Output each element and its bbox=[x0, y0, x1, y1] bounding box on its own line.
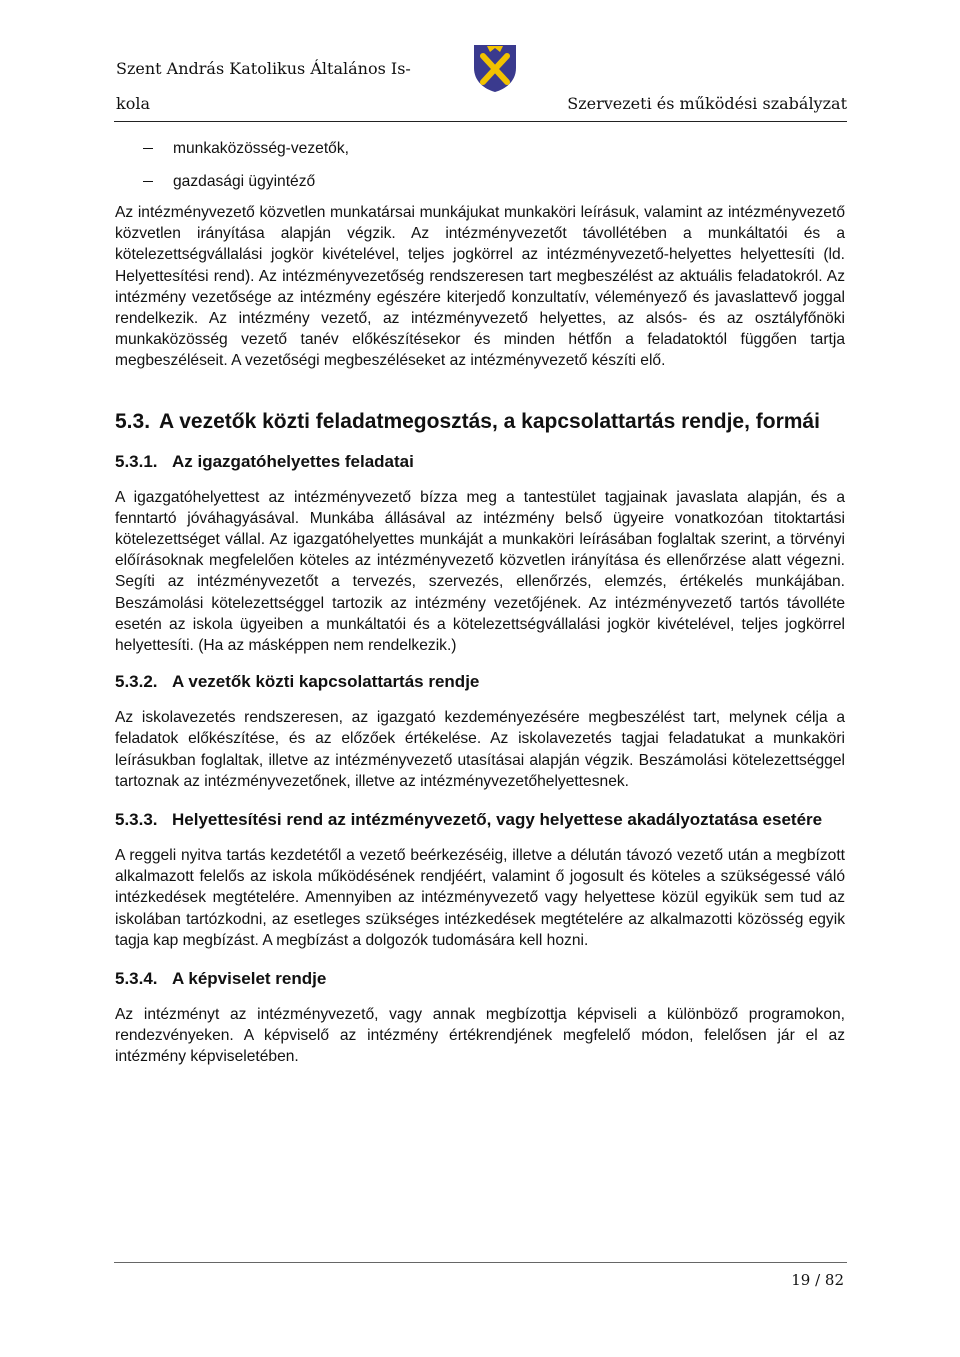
subsection-number: 5.3.1. bbox=[115, 451, 158, 471]
subsection-number: 5.3.3. bbox=[115, 810, 158, 830]
subsection-text: A igazgatóhelyettest az intézményvezető bízza meg a tantestület tagjainak javaslata alapján, és a fenntartó jóváhagyásával. Munkába állásával az intézmény belső ügyeire vonatkozóan titoktartási kötelezettséget vállal. Az igazgatóhelyettes munkáját a munkaköri leírásában foglaltak szerint, a törvényi előírásoknak megfelelően köteles az intézményvezető közvetlen irányítása és ellenőrzése alatt végezni. Segíti az intézményvezetőt a tervezés, szervezés, ellenőrzés, elemzés, értékelés munkájában. Beszámolási kötelezettséggel tartozik az intézmény vezetőjének. Az intézményvezető tartós távolléte esetén az iskola ügyeiben a munkáltatói és a kötelezettségvállalási jogkör kivételével, teljes jogkörrel helyettesíti. (Ha az másképpen nem rendelkezik.) bbox=[115, 488, 845, 655]
subsection-title: A vezetők közti kapcsolattartás rendje bbox=[172, 672, 480, 692]
subsection-title: Az igazgatóhelyettes feladatai bbox=[172, 451, 414, 471]
list-item: munkaközösség-vezetők, bbox=[115, 138, 845, 159]
section-title: A vezetők közti feladatmegosztás, a kapcsolattartás rendje, formái bbox=[159, 409, 820, 433]
subsection-heading bbox=[115, 808, 845, 831]
header-school-line2: kola bbox=[116, 94, 150, 113]
header-rule bbox=[114, 121, 847, 122]
page-number: 19 / 82 bbox=[791, 1271, 844, 1289]
subsection-heading bbox=[115, 967, 845, 990]
subsection-heading bbox=[115, 450, 845, 473]
subsection-number: 5.3.2. bbox=[115, 672, 158, 692]
section-heading bbox=[115, 408, 845, 436]
header-doc-title: Szervezeti és működési szabályzat bbox=[567, 94, 847, 113]
subsection-number: 5.3.4. bbox=[115, 969, 158, 989]
subsection-title: A képviselet rendje bbox=[172, 969, 327, 989]
subsection-text: Az intézményt az intézményvezető, vagy annak megbízottja képviseli a különböző programokon, rendezvényeken. A képviselő az intézmény értékrendjének megfelelő módon, felelősen jár el az intézmény képviseletében. bbox=[115, 1006, 845, 1066]
header-school-name bbox=[116, 58, 416, 115]
header-school-line1: Szent András Katolikus Általános Is- bbox=[116, 59, 411, 78]
bullet-list bbox=[115, 138, 845, 192]
footer-rule bbox=[114, 1262, 847, 1263]
school-crest-icon bbox=[470, 42, 520, 94]
dash-bullet-icon bbox=[143, 181, 153, 182]
intro-paragraph: Az intézményvezető közvetlen munkatársai munkájukat munkaköri leírásuk, valamint az intézményvezető közvetlen irányítása alapján végzik. Az intézményvezetőt távollétében a munkáltatói és a kötelezettségvállalási jogkör kivételével, teljes jogkörrel az intézményvezető-helyettes helyettesíti (ld. Helyettesítési rend). Az intézményvezetőség rendszeresen tart megbeszélést az aktuális feladatokról. Az intézmény vezetősége az intézmény egészére kiterjedő konzultatív, véleményező és javaslattevő joggal rendelkezik. Az intézmény vezető, az intézményvezető helyettes, az alsós- és az osztályfőnöki munkaközösség vezető tanév előkészítésekor és minden hétfőn a feladatoktól függően tartja megbeszéléseit. A vezetőségi megbeszéléseket az intézményvezető készíti elő. bbox=[115, 204, 845, 370]
subsection-text: Az iskolavezetés rendszeresen, az igazgató kezdeményezésére megbeszélést tart, melynek célja a feladatok előkészítése, és az előzőek értékelése. Az iskolavezetés tagjai feladatukat a munkaköri leírásukban foglaltak, illetve az intézményvezető utasításai alapján végzik. Beszámolási kötelezettséggel tartoznak az intézményvezetőnek, illetve az intézményvezetőhelyettesnek. bbox=[115, 709, 845, 790]
subsection-title: Helyettesítési rend az intézményvezető, vagy helyettese akadályoztatása esetére bbox=[172, 810, 823, 830]
dash-bullet-icon bbox=[143, 148, 153, 149]
list-item: gazdasági ügyintéző bbox=[115, 171, 845, 192]
subsection-text: A reggeli nyitva tartás kezdetétől a vezető beérkezéséig, illetve a délután távozó vezető után a megbízott alkalmazott felelős az iskola működésének rendjéért, valamint ő jogosult és köteles a szükségessé váló intézkedések megtételére. Amennyiben az intézményvezető vagy helyettese közül egyikük sem tud az iskolában tartózkodni, az esetleges szükséges intézkedések megtételére az alkalmazotti közösség egyik tagja kap megbízást. A megbízást a dolgozók tudomására kell hozni. bbox=[115, 847, 845, 949]
page-content bbox=[115, 130, 845, 1068]
subsection-heading bbox=[115, 670, 845, 693]
section-number: 5.3. bbox=[115, 409, 151, 433]
